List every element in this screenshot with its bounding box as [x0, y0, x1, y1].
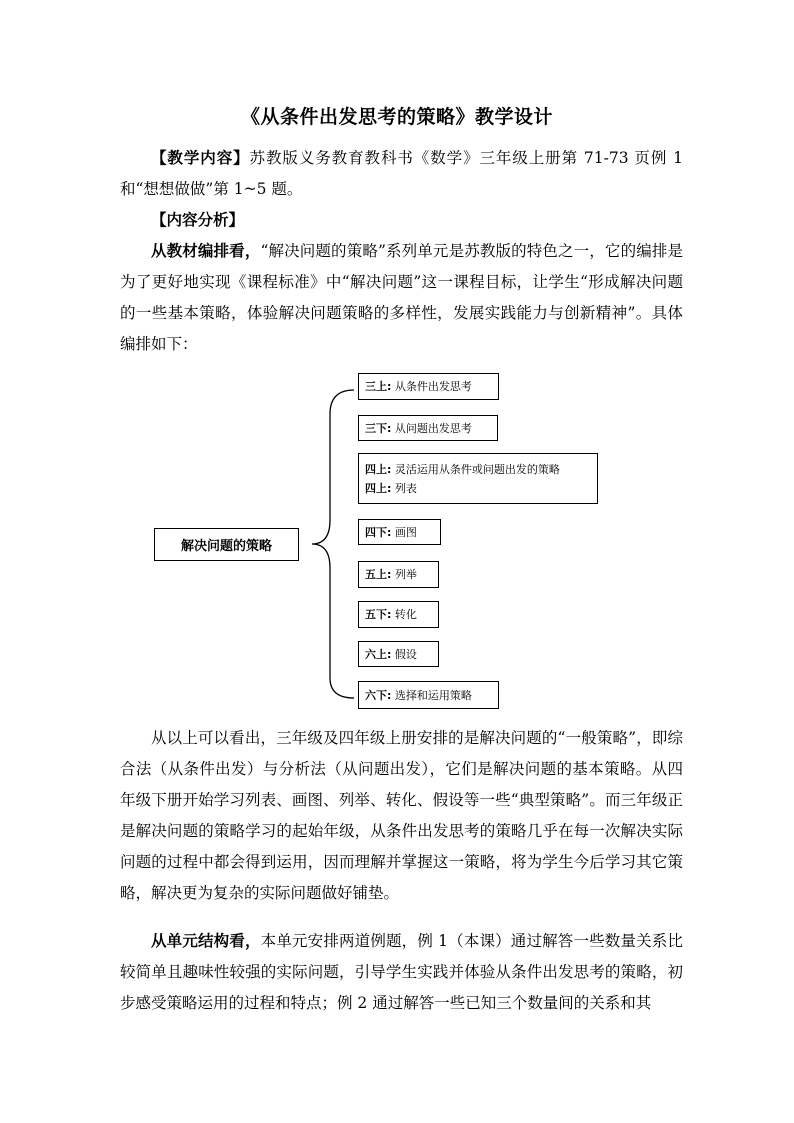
- structure-text: 本单元安排两道例题，例 1（本课）通过解答一些数量关系比较简单且趣味性较强的实际问题，引导学生实践并体验从条件出发思考的策略，初步感受策略运用的过程和特点；例 2 通过解答一些已知三个数量间的关系和其: [120, 932, 683, 1012]
- strategy-box: [358, 453, 598, 504]
- content-text: 苏教版义务教育教科书《数学》三年级上册第 71-73 页例 1 和“想想做做”第 1~5 题。: [120, 149, 683, 198]
- strategy-root-box: 解决问题的策略: [154, 528, 299, 561]
- arrangement-lead: 从教材编排看，: [151, 241, 261, 260]
- grade-label: 六上:: [365, 647, 392, 661]
- structure-paragraph: [120, 925, 683, 1019]
- content-paragraph: [120, 142, 683, 205]
- grade-label: 五上:: [365, 568, 392, 581]
- strategy-box: [358, 601, 439, 628]
- strategy-topic: 列表: [394, 481, 417, 495]
- strategy-topic: 假设: [394, 647, 417, 661]
- strategy-line: [365, 479, 591, 498]
- brace-bracket: [300, 380, 360, 700]
- grade-label: 四上:: [365, 481, 392, 495]
- strategy-topic: 灵活运用从条件或问题出发的策略: [394, 462, 560, 476]
- strategy-line: [365, 523, 434, 542]
- strategy-line: [365, 419, 491, 438]
- grade-label: 四下:: [365, 525, 392, 539]
- strategy-box: [358, 641, 439, 667]
- strategy-topic: 列举: [394, 568, 417, 581]
- strategy-topic: 画图: [394, 525, 417, 539]
- strategy-line: [365, 686, 492, 705]
- strategy-box: [358, 681, 499, 709]
- strategy-topic: 转化: [394, 608, 417, 621]
- strategy-box: [358, 519, 441, 545]
- strategy-line: [365, 565, 432, 584]
- grade-label: 三上:: [365, 380, 392, 393]
- strategy-box: [358, 561, 439, 588]
- strategy-topic: 选择和运用策略: [394, 688, 472, 702]
- arrangement-text: “解决问题的策略”系列单元是苏教版的特色之一，它的编排是为了更好地实现《课程标准》中“解决问题”这一课程目标，让学生“形成解决问题的一些基本策略，体验解决问题策略的多样性，发展实践能力与创新精神”。具体编排如下：: [120, 242, 683, 353]
- strategy-line: [365, 377, 492, 396]
- strategy-topic: 从条件出发思考: [394, 380, 472, 393]
- summary-paragraph: 从以上可以看出，三年级及四年级上册安排的是解决问题的“一般策略”，即综合法（从条件出发）与分析法（从问题出发），它们是解决问题的基本策略。从四年级下册开始学习列表、画图、列举、转化、假设等一些“典型策略”。而三年级正是解决问题的策略学习的起始年级，从条件出发思考的策略几乎在每一次解决实际问题的过程中都会得到运用，因而理解并掌握这一策略，将为学生今后学习其它策略，解决更为复杂的实际问题做好铺垫。: [120, 729, 683, 902]
- analysis-label: 【内容分析】: [151, 210, 245, 229]
- grade-label: 四上:: [365, 462, 392, 476]
- page-title: 《从条件出发思考的策略》教学设计: [240, 106, 553, 128]
- strategy-line: [365, 460, 591, 479]
- grade-label: 六下:: [365, 688, 392, 702]
- grade-label: 三下:: [365, 421, 392, 435]
- arrangement-paragraph: [120, 235, 683, 360]
- strategy-box: [358, 415, 498, 441]
- analysis-heading: [120, 204, 683, 236]
- strategy-line: [365, 605, 432, 624]
- strategy-box: [358, 373, 499, 400]
- grade-label: 五下:: [365, 608, 392, 621]
- strategy-topic: 从问题出发思考: [394, 421, 472, 435]
- strategy-line: [365, 645, 432, 664]
- structure-lead: 从单元结构看，: [151, 931, 261, 950]
- content-label: 【教学内容】: [151, 148, 250, 167]
